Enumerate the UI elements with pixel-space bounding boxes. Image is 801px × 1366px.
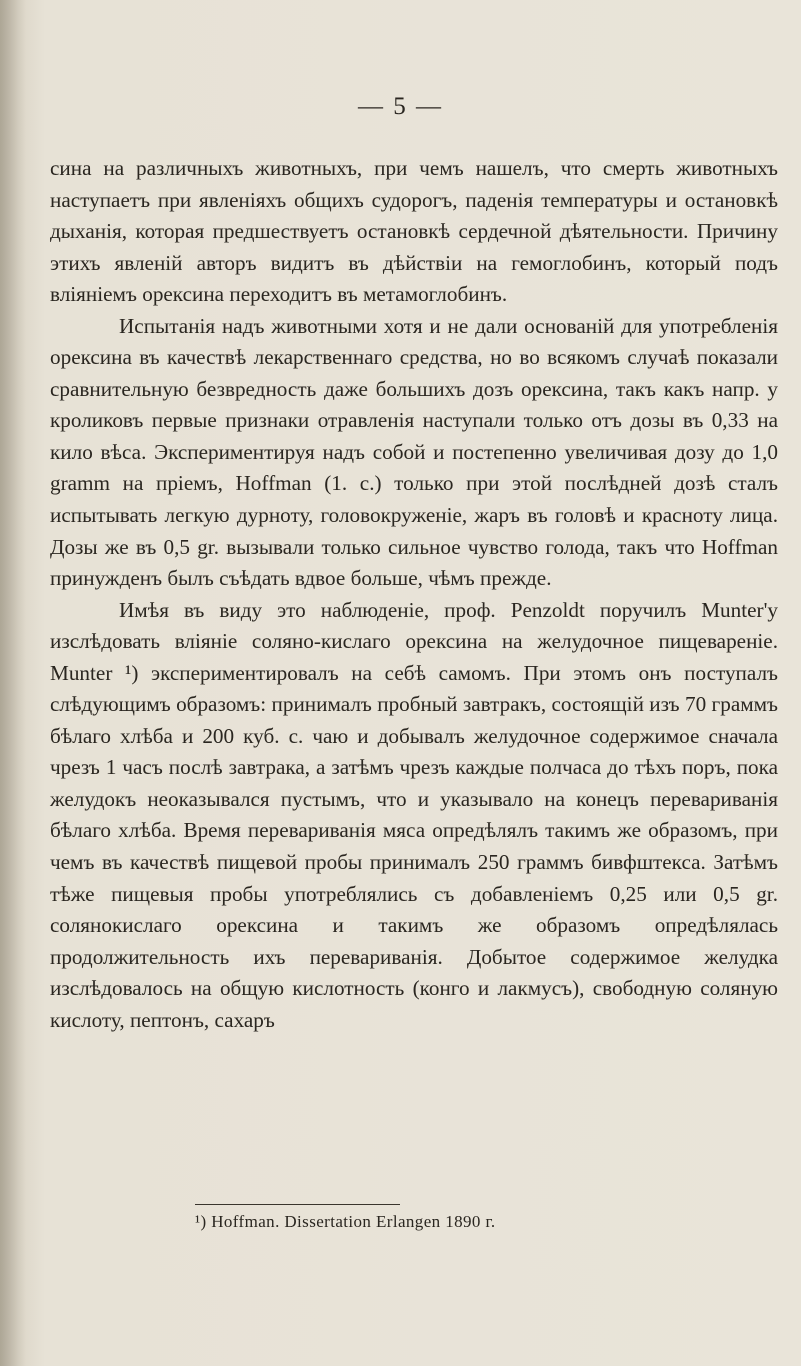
page-number: — 5 — xyxy=(358,93,443,120)
footnote xyxy=(195,1211,755,1233)
body-text xyxy=(50,153,778,1036)
paragraph-3: Имѣя въ виду это наблюденіе, проф. Penzoldt поручилъ Munter'у изслѣдовать вліяніе соляно-кислаго орексина на желудочное пищевареніе. Munter ¹) экспериментировалъ на себѣ самомъ. При этомъ онъ поступалъ слѣдующимъ образомъ: принималъ пробный завтракъ, состоящій изъ 70 граммъ бѣлаго хлѣба и 200 куб. с. чаю и добывалъ желудочное содержимое сначала чрезъ 1 часъ послѣ завтрака, а затѣмъ чрезъ каждые полчаса до тѣхъ поръ, пока желудокъ неоказывался пустымъ, что и указывало на конецъ перевариванія бѣлаго хлѣба. Время перевариванія мяса опредѣлялъ такимъ же образомъ, при чемъ въ качествѣ пищевой пробы принималъ 250 граммъ бивфштекса. Затѣмъ тѣже пищевыя пробы употреблялись съ добавленіемъ 0,25 или 0,5 gr. солянокислаго орексина и такимъ же образомъ опредѣлялась продолжительность ихъ перевариванія. Добытое содержимое желудка изслѣдовалось на общую кислотность (конго и лакмусъ), свободную соляную кислоту, пептонъ, сахаръ xyxy=(50,597,778,1032)
spine-shadow xyxy=(0,0,26,1366)
paragraph-2: Испытанія надъ животными хотя и не дали основаній для употребленія орексина въ качествѣ лекарственнаго средства, но во всякомъ случаѣ показали сравнительную безвредность даже большихъ дозъ орексина, такъ какъ напр. у кроликовъ первые признаки отравленія наступали только отъ дозы въ 0,33 на кило вѣса. Экспериментируя надъ собой и постепенно увеличивая дозу до 1,0 gramm на пріемъ, Hoffman (1. c.) только при этой послѣдней дозѣ сталъ испытывать легкую дурноту, головокруженіе, жаръ въ головѣ и красноту лица. Дозы же въ 0,5 gr. вызывали только сильное чувство голода, такъ что Hoffman принужденъ былъ съѣдать вдвое больше, чѣмъ прежде. xyxy=(50,313,778,591)
footnote-marker: ¹) xyxy=(195,1212,207,1231)
footnote-text: Hoffman. Dissertation Erlangen 1890 г. xyxy=(211,1212,496,1231)
footnote-rule xyxy=(195,1204,400,1205)
paragraph-1: сина на различныхъ животныхъ, при чемъ нашелъ, что смерть животныхъ наступаетъ при явленіяхъ общихъ судорогъ, паденія температуры и остановкѣ дыханія, которая предшествуетъ остановкѣ сердечной дѣятельности. Причину этихъ явленій авторъ видитъ въ дѣйствіи на гемоглобинъ, который подъ вліяніемъ орексина переходитъ въ метамоглобинъ. xyxy=(50,156,778,307)
